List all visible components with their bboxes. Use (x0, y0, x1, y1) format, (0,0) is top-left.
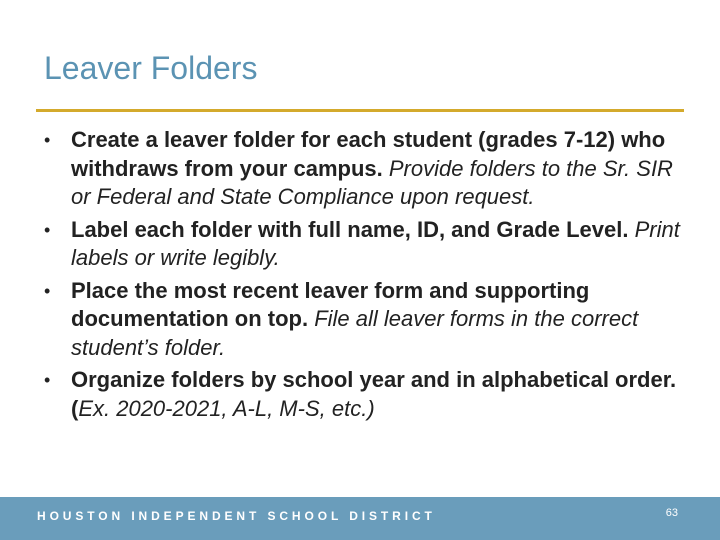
bullet-dot-icon: • (44, 219, 51, 240)
page-number: 63 (665, 507, 678, 519)
bullet-lead-text: Place the most recent leaver form and supporting documentation on top. (71, 277, 590, 331)
bullet-note-text: Print labels or write legibly. (71, 216, 680, 270)
footer-bar (0, 497, 720, 540)
bullet-dot-icon: • (44, 370, 51, 390)
bullet-note-text: Ex. 2020-2021, A-L, M-S, etc.) (78, 395, 375, 421)
bullet-note-text: Provide folders to the Sr. SIR or Federal and State Compliance upon request. (71, 155, 673, 209)
bullet-item (44, 216, 684, 273)
bullet-lead-text: Label each folder with full name, ID, and Grade Level. (71, 216, 629, 242)
bullet-item (44, 126, 684, 212)
bullet-item (44, 277, 684, 363)
bullet-dot-icon: • (44, 280, 51, 301)
organization-name: HOUSTON INDEPENDENT SCHOOL DISTRICT (37, 509, 436, 523)
bullet-item (44, 366, 684, 423)
slide-title: Leaver Folders (44, 50, 258, 86)
bullet-lead-text: Organize folders by school year and in alphabetical order. ( (71, 367, 677, 421)
bullet-lead-text: Create a leaver folder for each student (grades 7-12) who withdraws from your campus. (71, 127, 666, 181)
bullet-list (44, 126, 684, 427)
title-divider (36, 109, 684, 112)
bullet-dot-icon: • (44, 130, 51, 150)
bullet-note-text: File all leaver forms in the correct student’s folder. (71, 306, 639, 360)
